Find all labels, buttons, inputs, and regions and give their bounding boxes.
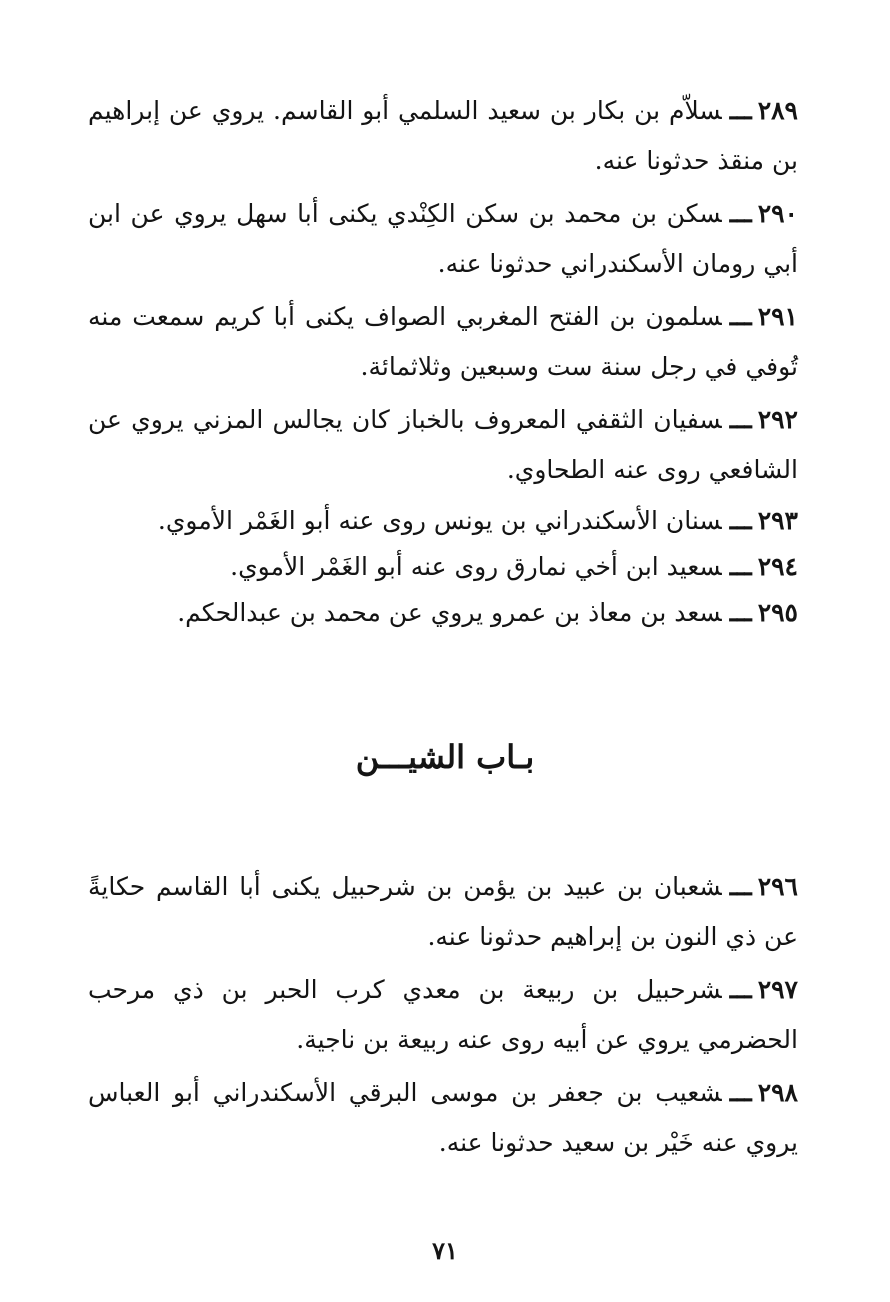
entry-number: ٢٩٣ xyxy=(757,506,798,535)
entry-text: شعيب بن جعفر بن موسى البرقي الأسكندراني أبو العباس يروي عنه خَيْر بن سعيد حدثونا عنه. xyxy=(88,1078,798,1157)
chapter-heading: بـاب الشيـــن xyxy=(355,738,535,776)
entry-text: سنان الأسكندراني بن يونس روى عنه أبو الغَمْر الأموي. xyxy=(157,506,722,535)
entries-section-shin xyxy=(88,862,798,1171)
entry-text: سكن بن محمد بن سكن الكِنْدي يكنى أبا سهل يروي عن ابن أبي رومان الأسكندراني حدثونا عنه. xyxy=(88,199,798,278)
entry-290 xyxy=(88,189,798,289)
entry-295 xyxy=(88,590,798,636)
page-number: ٧١ xyxy=(432,1236,458,1265)
entry-number: ٢٩٢ xyxy=(757,405,798,434)
entries-section-sin xyxy=(88,86,798,636)
entry-text: شرحبيل بن ربيعة بن معدي كرب الحبر بن ذي مرحب الحضرمي يروي عن أبيه روى عنه ربيعة بن ناجية. xyxy=(88,975,798,1054)
entry-text: سفيان الثقفي المعروف بالخباز كان يجالس المزني يروي عن الشافعي روى عنه الطحاوي. xyxy=(88,405,798,484)
entry-text: سعد بن معاذ بن عمرو يروي عن محمد بن عبدالحكم. xyxy=(177,598,722,627)
entry-297 xyxy=(88,965,798,1065)
entry-number: ٢٩١ xyxy=(757,302,798,331)
entry-separator: ـــ xyxy=(729,199,752,228)
entry-separator: ـــ xyxy=(729,872,752,901)
entry-294 xyxy=(88,544,798,590)
entry-293 xyxy=(88,498,798,544)
entry-number: ٢٩٥ xyxy=(757,598,798,627)
entry-separator: ـــ xyxy=(729,302,752,331)
entry-text: سلمون بن الفتح المغربي الصواف يكنى أبا كريم سمعت منه تُوفي في رجل سنة ست وسبعين وثلاثمائة. xyxy=(88,302,798,381)
entry-text: شعبان بن عبيد بن يؤمن بن شرحبيل يكنى أبا القاسم حكايةً عن ذي النون بن إبراهيم حدثونا عنه. xyxy=(88,872,798,951)
entry-separator: ـــ xyxy=(729,506,752,535)
entry-292 xyxy=(88,395,798,495)
entry-separator: ـــ xyxy=(729,1078,752,1107)
entry-number: ٢٩٨ xyxy=(757,1078,798,1107)
entry-text: سلاّم بن بكار بن سعيد السلمي أبو القاسم. يروي عن إبراهيم بن منقذ حدثونا عنه. xyxy=(88,96,798,175)
entry-289 xyxy=(88,86,798,186)
entry-296 xyxy=(88,862,798,962)
entry-separator: ـــ xyxy=(729,975,752,1004)
entry-number: ٢٩٠ xyxy=(757,199,798,228)
entry-separator: ـــ xyxy=(729,552,752,581)
entry-number: ٢٩٧ xyxy=(757,975,798,1004)
entry-298 xyxy=(88,1068,798,1168)
entry-291 xyxy=(88,292,798,392)
entry-separator: ـــ xyxy=(729,598,752,627)
entry-number: ٢٩٤ xyxy=(757,552,798,581)
entry-separator: ـــ xyxy=(729,405,752,434)
entry-number: ٢٨٩ xyxy=(757,96,798,125)
entry-number: ٢٩٦ xyxy=(757,872,798,901)
entry-separator: ـــ xyxy=(729,96,752,125)
entry-text: سعيد ابن أخي نمارق روى عنه أبو الغَمْر الأموي. xyxy=(230,552,722,581)
